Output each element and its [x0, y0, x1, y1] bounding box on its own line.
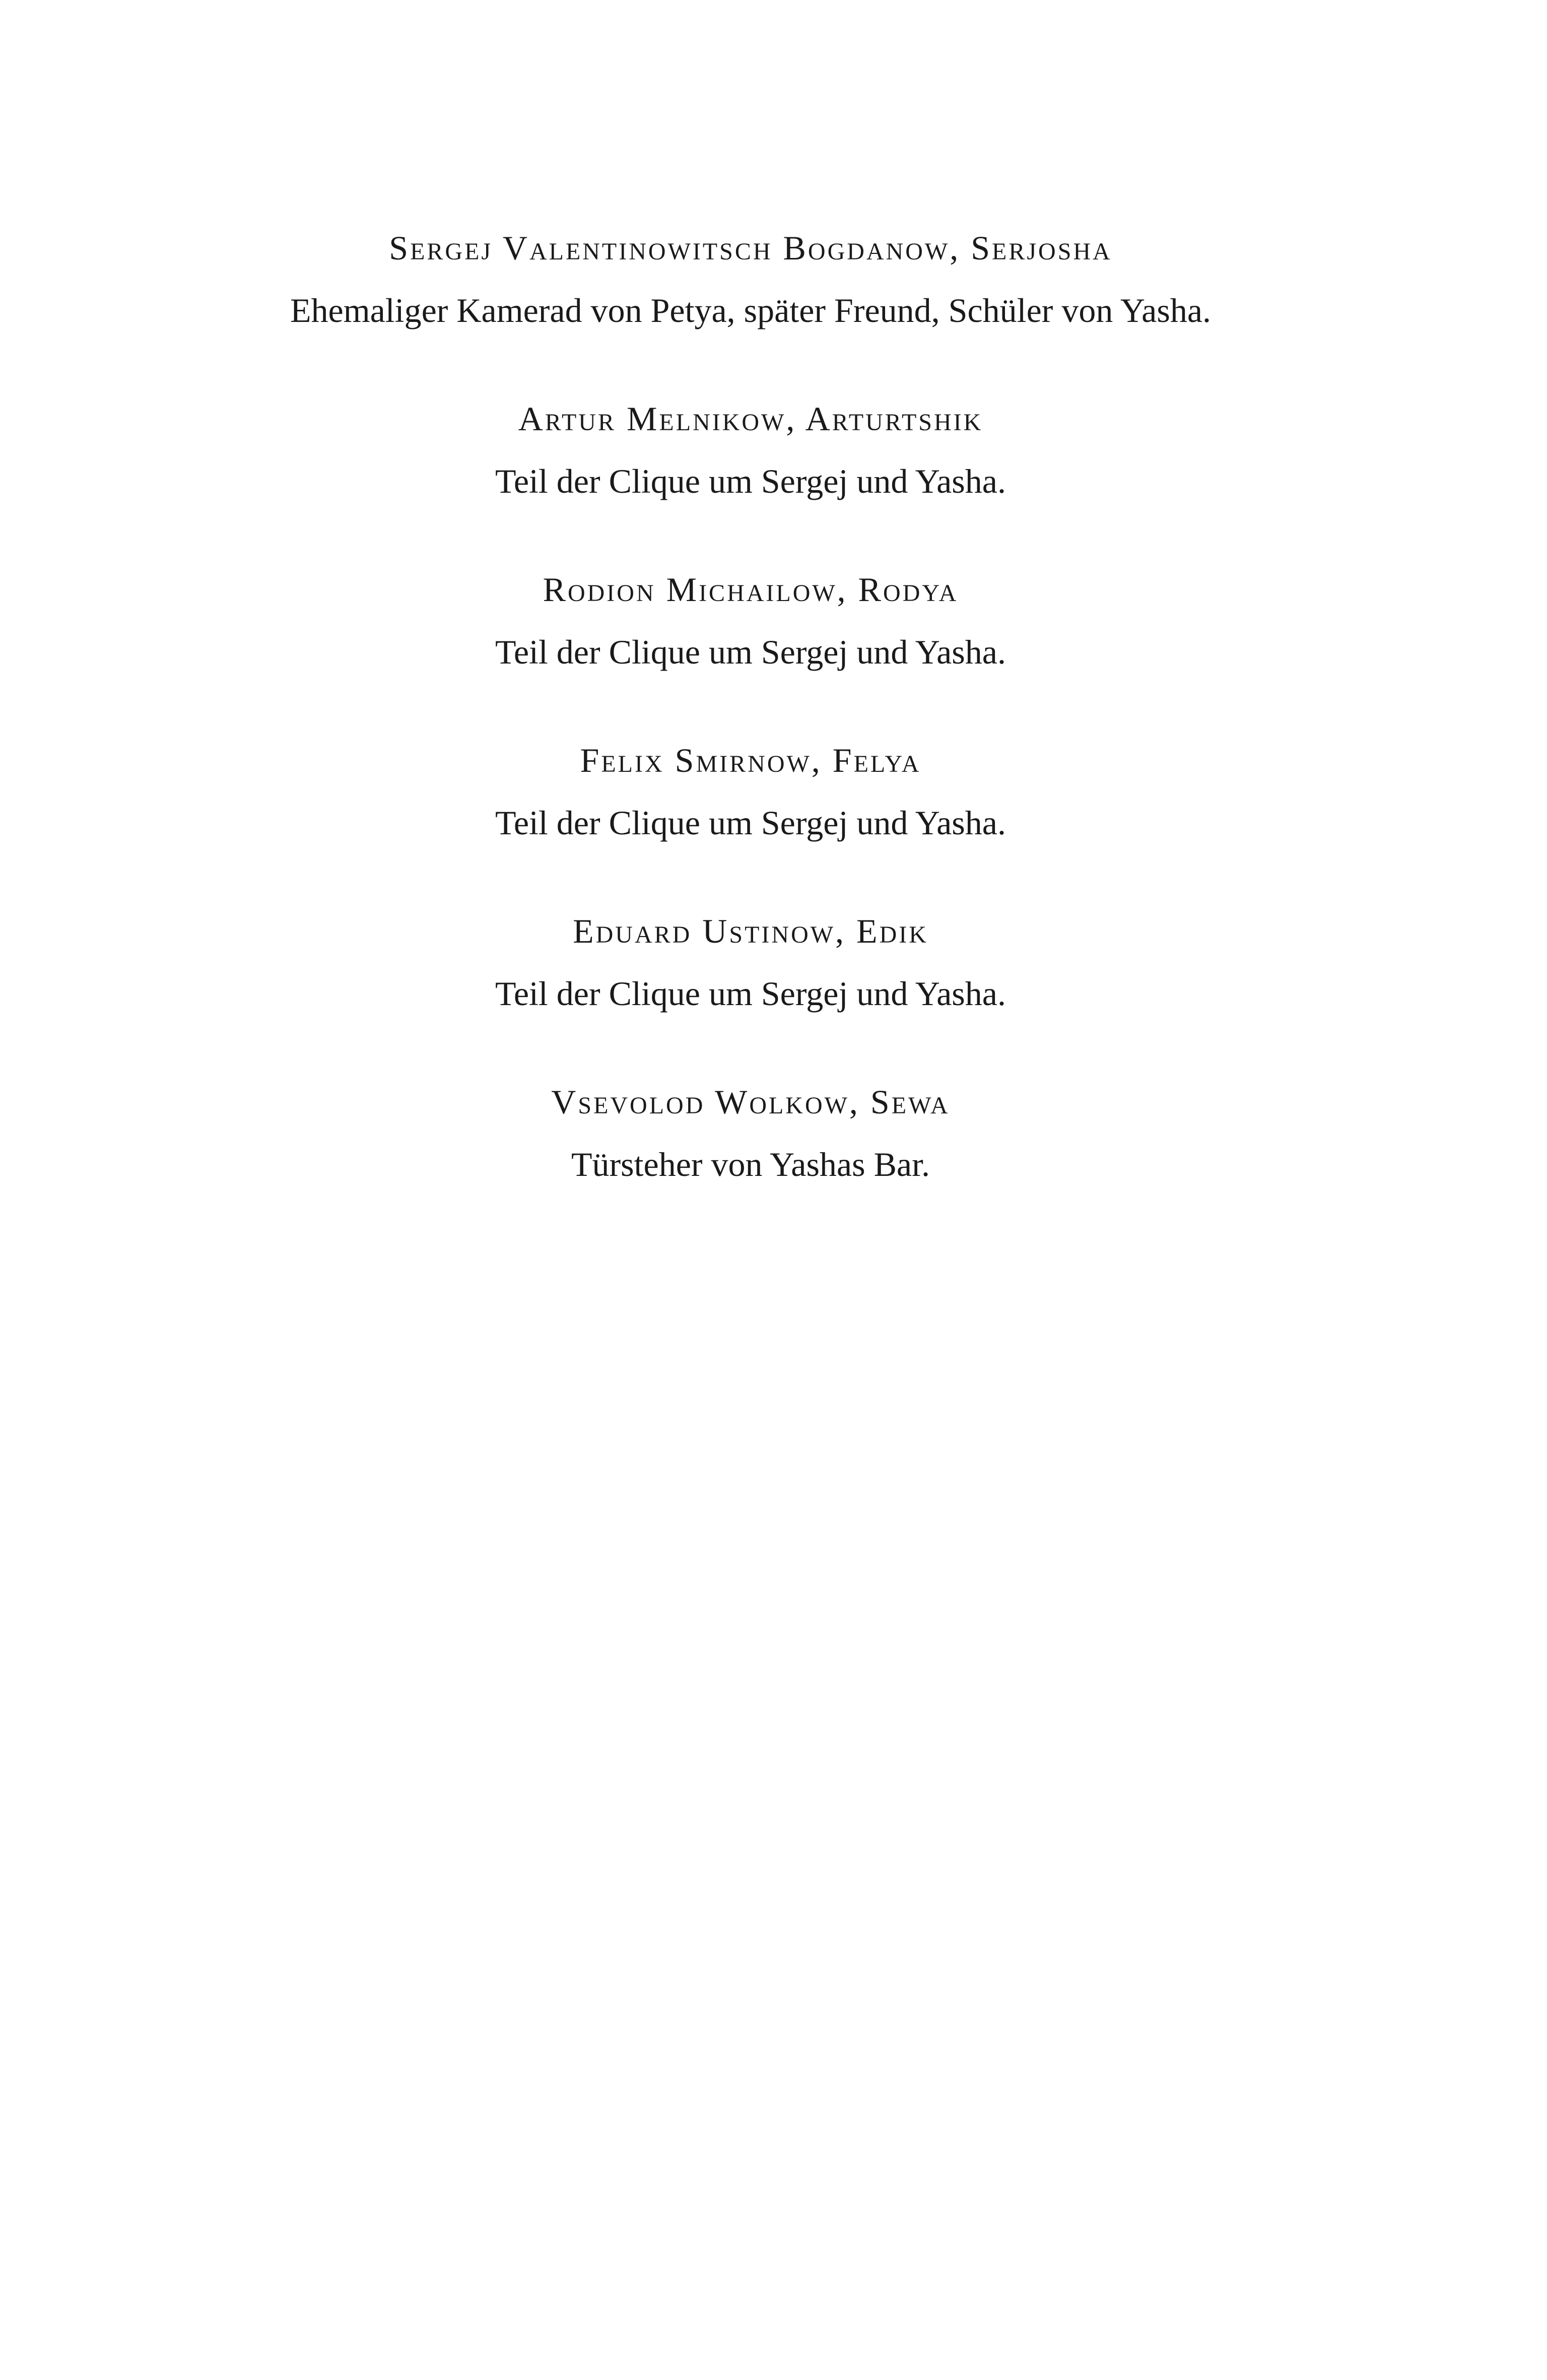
- character-description: Teil der Clique um Sergej und Yasha.: [495, 804, 1006, 842]
- character-name: Eduard Ustinow, Edik: [573, 912, 928, 950]
- character-description: Teil der Clique um Sergej und Yasha.: [495, 462, 1006, 500]
- character-name: Rodion Michailow, Rodya: [543, 570, 959, 609]
- character-entry: [0, 743, 1501, 840]
- character-name: Felix Smirnow, Felya: [580, 741, 921, 779]
- character-entry: [0, 572, 1501, 669]
- character-description: Ehemaliger Kamerad von Petya, später Freund, Schüler von Yasha.: [290, 291, 1211, 329]
- character-description: Türsteher von Yashas Bar.: [571, 1145, 930, 1183]
- character-name: Artur Melnikow, Arturtshik: [518, 400, 983, 438]
- character-entry: [0, 1085, 1501, 1181]
- character-description: Teil der Clique um Sergej und Yasha.: [495, 974, 1006, 1013]
- character-entry: [0, 402, 1501, 498]
- character-entry: [0, 914, 1501, 1011]
- character-description: Teil der Clique um Sergej und Yasha.: [495, 633, 1006, 671]
- character-name: Vsevolod Wolkow, Sewa: [551, 1083, 950, 1121]
- character-name: Sergej Valentinowitsch Bogdanow, Serjosha: [389, 229, 1112, 267]
- character-entry: [0, 231, 1501, 327]
